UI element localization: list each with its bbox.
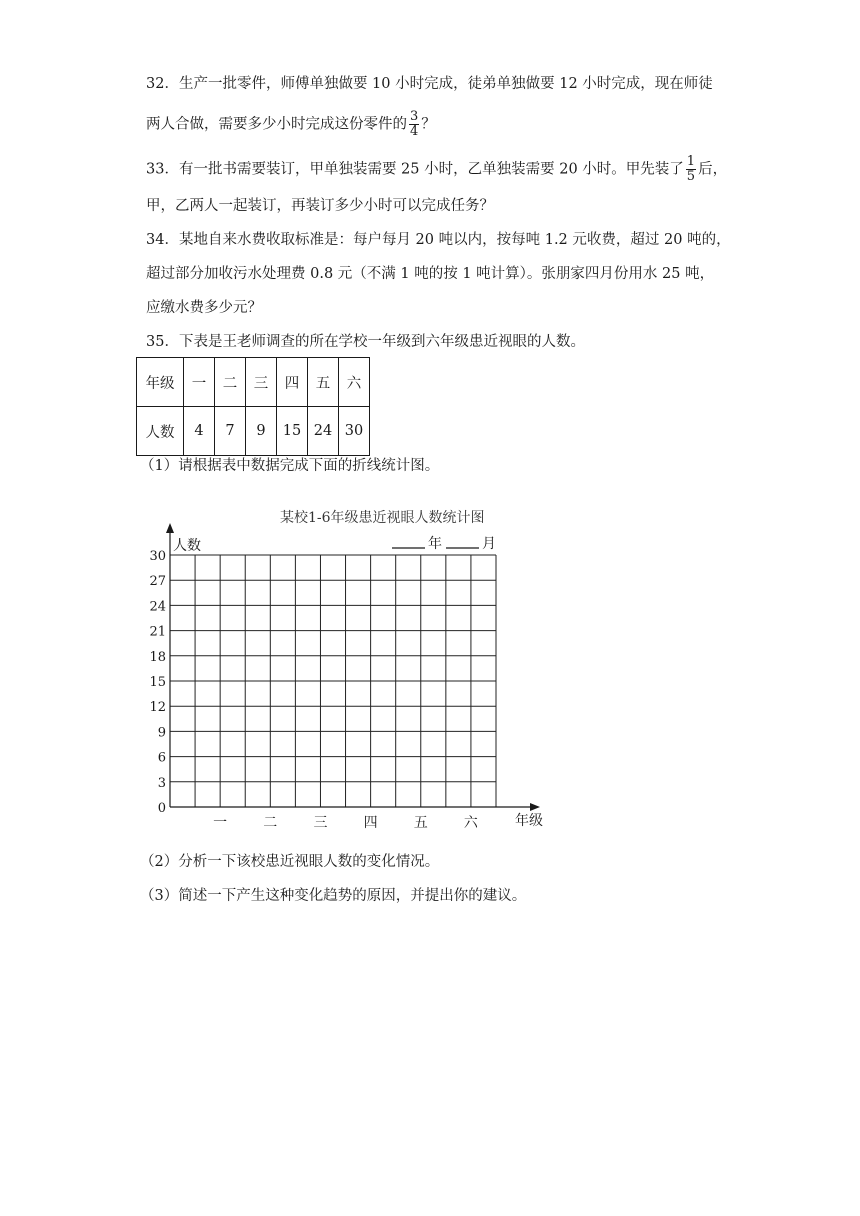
x-tick-label: 六 xyxy=(463,815,478,831)
fraction-numerator: 3 xyxy=(410,109,419,124)
x-tick-label: 三 xyxy=(313,815,328,831)
table-cell-count: 4 xyxy=(184,407,215,456)
y-tick-label: 21 xyxy=(149,624,166,640)
chart-title: 某校1-6年级患近视眼人数统计图 xyxy=(280,510,485,526)
q32-question-mark: ？ xyxy=(421,116,436,133)
fraction-numerator: 1 xyxy=(686,154,696,169)
myopia-data-table xyxy=(136,357,370,456)
q34-line-2: 超过部分加收污水处理费 0.8 元（不满 1 吨的按 1 吨计算）。张朋家四月份用水 25 吨， xyxy=(146,266,715,282)
x-axis-ticks xyxy=(213,815,479,831)
q32-line-2-text: 两人合做，需要多少小时完成这份零件的 xyxy=(146,116,407,133)
fraction xyxy=(409,110,419,139)
y-tick-label: 3 xyxy=(157,775,166,791)
table-cell-grade: 一 xyxy=(184,358,215,407)
q35-sub-2: （2）分析一下该校患近视眼人数的变化情况。 xyxy=(140,854,440,870)
q35-sub-3: （3）简述一下产生这种变化趋势的原因，并提出你的建议。 xyxy=(140,888,527,904)
table-cell-count: 30 xyxy=(339,407,370,456)
q35-sub-1: （1）请根据表中数据完成下面的折线统计图。 xyxy=(140,458,440,474)
q32-line-1: 32．生产一批零件，师傅单独做要 10 小时完成，徒弟单独做要 12 小时完成，现在师徒 xyxy=(146,76,713,92)
x-tick-label: 一 xyxy=(213,815,228,831)
y-tick-label: 30 xyxy=(149,549,166,564)
x-tick-label: 二 xyxy=(263,815,278,831)
fraction-denominator: 4 xyxy=(410,124,419,139)
q34-line-1: 34．某地自来水费收取标准是：每户每月 20 吨以内，按每吨 1.2 元收费，超过 20 吨的， xyxy=(146,232,731,248)
table-cell-grade: 五 xyxy=(308,358,339,407)
x-tick-label: 四 xyxy=(363,815,378,831)
table-cell-count: 24 xyxy=(308,407,339,456)
table-cell-count: 9 xyxy=(246,407,277,456)
q33-line-2: 甲，乙两人一起装订，再装订多少小时可以完成任务？ xyxy=(146,198,494,214)
x-axis-label: 年级 xyxy=(515,813,543,829)
fraction-denominator: 5 xyxy=(686,169,696,184)
q32-line-2 xyxy=(146,110,436,139)
table-row-grades xyxy=(137,358,370,407)
y-tick-label: 27 xyxy=(149,574,166,590)
q35-intro: 35．下表是王老师调查的所在学校一年级到六年级患近视眼的人数。 xyxy=(146,334,585,350)
table-cell-grade: 三 xyxy=(246,358,277,407)
q33-line-1 xyxy=(146,155,727,184)
x-tick-label: 五 xyxy=(413,815,428,831)
y-axis-ticks xyxy=(149,549,166,816)
y-tick-label: 18 xyxy=(149,649,166,665)
chart-grid xyxy=(170,555,496,807)
table-cell-count: 7 xyxy=(215,407,246,456)
table-cell-grade: 六 xyxy=(339,358,370,407)
y-tick-label: 6 xyxy=(157,750,166,766)
y-tick-label: 24 xyxy=(149,599,166,615)
table-row-counts xyxy=(137,407,370,456)
table-cell-grade: 四 xyxy=(277,358,308,407)
table-cell-count: 15 xyxy=(277,407,308,456)
line-chart xyxy=(140,500,560,840)
x-axis-arrow-icon xyxy=(530,803,540,811)
q33-line-1-text: 33．有一批书需要装订，甲单独装需要 25 小时，乙单独装需要 20 小时。甲先装了 xyxy=(146,161,684,178)
y-tick-label: 15 xyxy=(149,675,166,690)
table-header-grade: 年级 xyxy=(137,358,184,407)
y-tick-label: 0 xyxy=(157,801,166,816)
y-tick-label: 9 xyxy=(157,725,166,741)
table-cell-grade: 二 xyxy=(215,358,246,407)
month-label: 月 xyxy=(482,536,496,552)
fraction xyxy=(686,155,696,184)
q33-line-1-tail: 后， xyxy=(698,161,728,178)
year-label: 年 xyxy=(428,536,442,552)
table-header-count: 人数 xyxy=(137,407,184,456)
y-axis-label: 人数 xyxy=(173,538,201,554)
y-axis-arrow-icon xyxy=(166,523,174,533)
y-tick-label: 12 xyxy=(149,700,166,716)
q34-line-3: 应缴水费多少元？ xyxy=(146,300,262,316)
